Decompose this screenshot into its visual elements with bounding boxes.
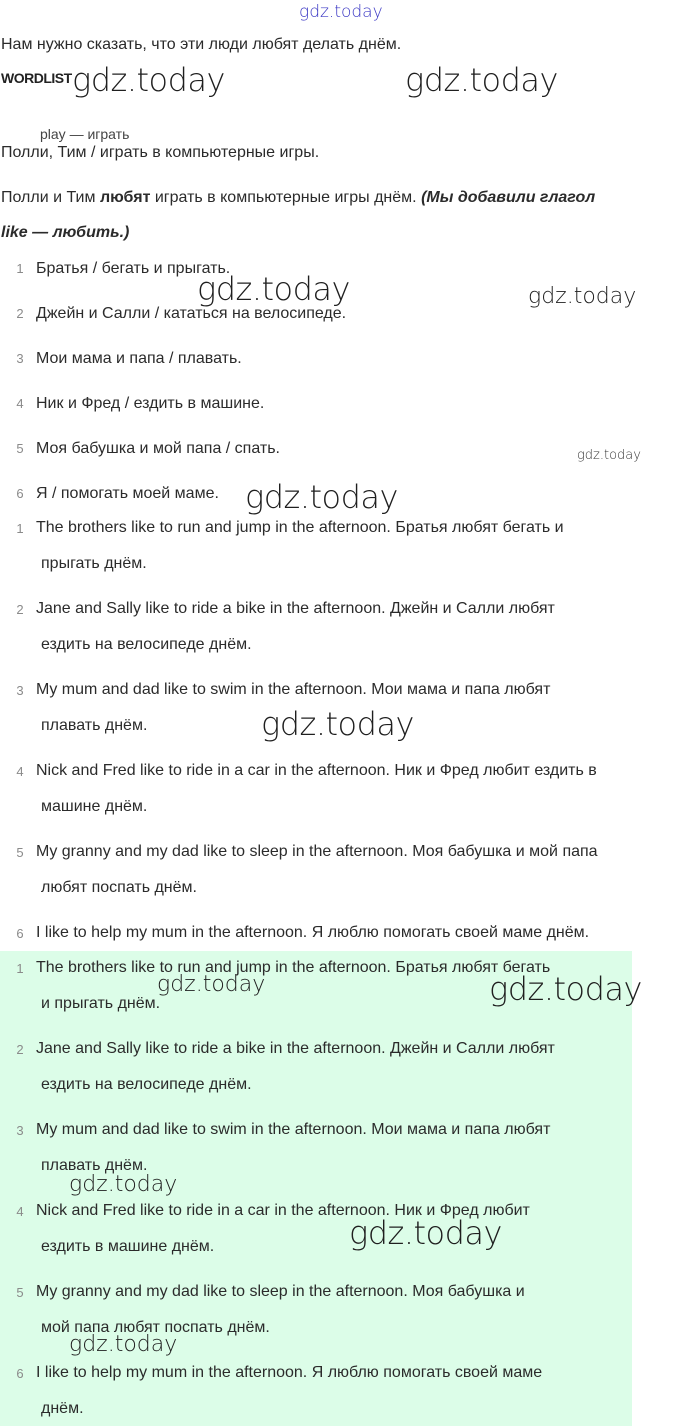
watermark: gdz.today: [489, 970, 642, 1008]
task-text: Братья / бегать и прыгать.: [36, 260, 231, 277]
answer-number: 6: [16, 1366, 24, 1381]
answer-number: 1: [16, 961, 24, 976]
answer-line: ездить на велосипеде днём.: [41, 636, 252, 653]
answer-line: плавать днём.: [41, 1157, 148, 1174]
watermark: gdz.today: [157, 972, 266, 997]
answer-line: The brothers like to run and jump in the afternoon. Братья любят бегать и: [36, 519, 564, 536]
answer-line: My granny and my dad like to sleep in the afternoon. Моя бабушка и: [36, 1283, 525, 1300]
wordlist-cut-entry: play — играть: [40, 126, 130, 142]
answer-line: ездить в машине днём.: [41, 1238, 215, 1255]
intro-text: Нам нужно сказать, что эти люди любят делать днём.: [1, 36, 402, 53]
answer-number: 5: [16, 845, 24, 860]
task-number: 2: [16, 306, 24, 321]
answer-number: 4: [16, 1204, 24, 1219]
example-prompt: Полли, Тим / играть в компьютерные игры.: [1, 144, 320, 161]
answer-line: прыгать днём.: [41, 555, 147, 572]
watermark: gdz.today: [405, 61, 558, 99]
task-text: Ник и Фред / ездить в машине.: [36, 395, 265, 412]
watermark: gdz.today: [69, 1172, 178, 1197]
example-answer: Полли и Тим любят играть в компьютерные игры днём. (Мы добавили глагол: [1, 189, 596, 206]
watermark: gdz.today: [69, 1332, 178, 1357]
answer-line: днём.: [41, 1400, 84, 1417]
watermark: gdz.today: [261, 705, 414, 743]
answer-line: плавать днём.: [41, 717, 148, 734]
answer-line: Jane and Sally like to ride a bike in the afternoon. Джейн и Салли любят: [36, 1040, 555, 1057]
answer-line: My mum and dad like to swim in the afternoon. Мои мама и папа любят: [36, 681, 551, 698]
watermark: gdz.today: [245, 478, 398, 516]
answer-number: 6: [16, 926, 24, 941]
task-text: Я / помогать моей маме.: [36, 485, 219, 502]
answer-line: I like to help my mum in the afternoon. Я люблю помогать своей маме днём.: [36, 924, 590, 941]
answer-number: 2: [16, 602, 24, 617]
answer-line: Jane and Sally like to ride a bike in the afternoon. Джейн и Салли любят: [36, 600, 555, 617]
answer-line: Nick and Fred like to ride in a car in the afternoon. Ник и Фред любит ездить в: [36, 762, 597, 779]
answer-line: машине днём.: [41, 798, 148, 815]
task-text: Моя бабушка и мой папа / спать.: [36, 440, 280, 457]
task-number: 3: [16, 351, 24, 366]
task-number: 4: [16, 396, 24, 411]
watermark-top: gdz.today: [299, 2, 383, 22]
answer-line: и прыгать днём.: [41, 995, 161, 1012]
answer-line: My granny and my dad like to sleep in the afternoon. Моя бабушка и мой папа: [36, 843, 598, 860]
answer-line: любят поспать днём.: [41, 879, 197, 896]
task-text: Джейн и Салли / кататься на велосипеде.: [36, 305, 347, 322]
answer-line: The brothers like to run and jump in the afternoon. Братья любят бегать: [36, 959, 551, 976]
watermark: gdz.today: [349, 1214, 502, 1252]
answer-number: 3: [16, 683, 24, 698]
answer-line: My mum and dad like to swim in the afternoon. Мои мама и папа любят: [36, 1121, 551, 1138]
watermark: gdz.today: [197, 270, 350, 308]
answer-line: I like to help my mum in the afternoon. Я люблю помогать своей маме: [36, 1364, 543, 1381]
answer-line: мой папа любят поспать днём.: [41, 1319, 270, 1336]
task-number: 1: [16, 261, 24, 276]
answer-number: 4: [16, 764, 24, 779]
answer-number: 2: [16, 1042, 24, 1057]
watermark: gdz.today: [528, 284, 637, 309]
answer-line: Nick and Fred like to ride in a car in the afternoon. Ник и Фред любит: [36, 1202, 530, 1219]
answer-line: ездить на велосипеде днём.: [41, 1076, 252, 1093]
task-number: 6: [16, 486, 24, 501]
example-note: like — любить.): [1, 224, 130, 241]
task-text: Мои мама и папа / плавать.: [36, 350, 242, 367]
task-number: 5: [16, 441, 24, 456]
watermark: gdz.today: [72, 61, 225, 99]
watermark: gdz.today: [577, 448, 641, 463]
answer-number: 1: [16, 521, 24, 536]
answer-number: 5: [16, 1285, 24, 1300]
wordlist-label: WORDLIST: [1, 70, 72, 86]
answer-number: 3: [16, 1123, 24, 1138]
